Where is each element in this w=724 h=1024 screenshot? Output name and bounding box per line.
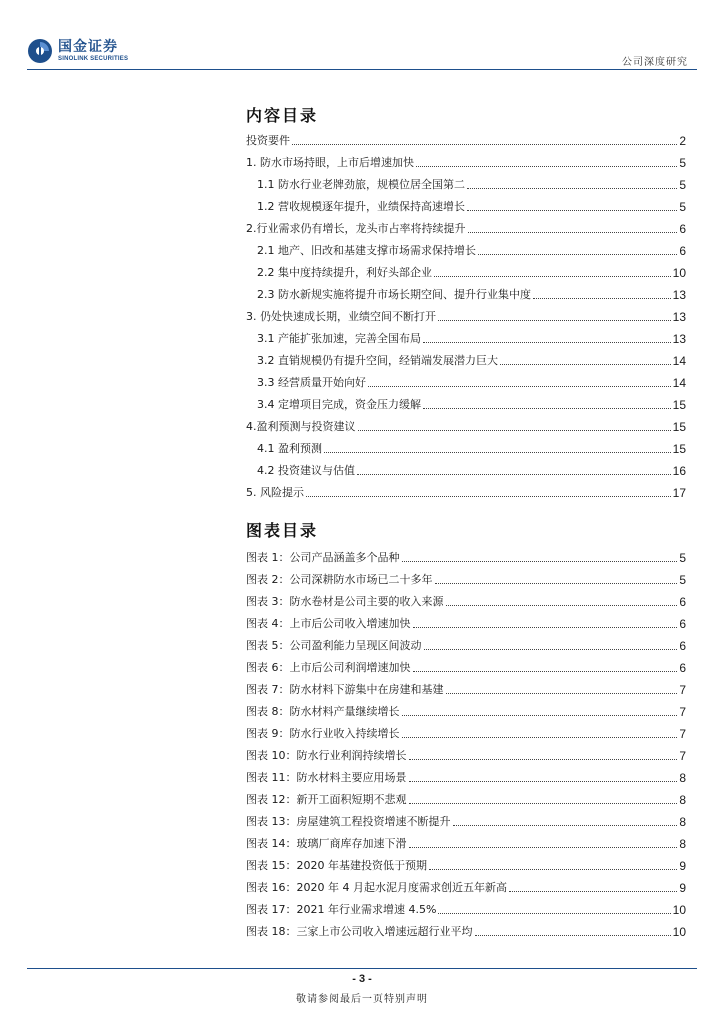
figure-item[interactable] xyxy=(246,917,686,939)
toc-leader xyxy=(306,495,671,497)
figure-item[interactable] xyxy=(246,807,686,829)
toc-leader xyxy=(475,934,671,936)
disclaimer-note: 敬请参阅最后一页特别声明 xyxy=(296,994,428,1005)
toc-subitem[interactable] xyxy=(246,390,686,412)
toc-item-page: 13 xyxy=(672,288,686,302)
figure-item-page: 6 xyxy=(679,617,686,631)
toc-leader xyxy=(413,670,678,672)
toc-leader xyxy=(292,143,677,145)
figure-item-label: 图表 12：新开工面积短期不悲观 xyxy=(246,793,407,806)
figure-item[interactable] xyxy=(246,829,686,851)
figure-item[interactable] xyxy=(246,741,686,763)
figure-item-label: 图表 3：防水卷材是公司主要的收入来源 xyxy=(246,595,444,608)
toc-subitem[interactable] xyxy=(246,258,686,280)
figure-item[interactable] xyxy=(246,851,686,873)
figure-item[interactable] xyxy=(246,609,686,631)
figure-item[interactable] xyxy=(246,697,686,719)
toc-item-label: 2.2 集中度持续提升，利好头部企业 xyxy=(257,266,432,279)
toc-item[interactable] xyxy=(246,478,686,500)
logo-english-name: SINOLINK SECURITIES xyxy=(58,56,129,62)
figure-item-page: 7 xyxy=(679,683,686,697)
figure-item-label: 图表 4：上市后公司收入增速加快 xyxy=(246,617,411,630)
toc-leader xyxy=(429,868,677,870)
toc-leader xyxy=(453,824,678,826)
toc-item-label: 1. 防水市场持眼，上市后增速加快 xyxy=(246,156,414,169)
toc-leader xyxy=(423,341,671,343)
toc-item-label: 投资要件 xyxy=(246,134,290,147)
toc-item-label: 2.1 地产、旧改和基建支撑市场需求保持增长 xyxy=(257,244,476,257)
figure-item[interactable] xyxy=(246,587,686,609)
toc-item-page: 5 xyxy=(679,156,686,170)
header-divider xyxy=(27,69,697,70)
figure-item[interactable] xyxy=(246,785,686,807)
toc-subitem[interactable] xyxy=(246,346,686,368)
toc-item-page: 14 xyxy=(672,376,686,390)
toc-item-page: 15 xyxy=(672,420,686,434)
toc-leader xyxy=(357,473,671,475)
toc-item-page: 13 xyxy=(672,310,686,324)
toc-item-page: 6 xyxy=(679,244,686,258)
logo-text xyxy=(58,39,128,63)
toc-leader xyxy=(500,363,671,365)
figure-item-page: 7 xyxy=(679,705,686,719)
toc-leader xyxy=(416,165,677,167)
toc-leader xyxy=(423,407,671,409)
toc-leader xyxy=(438,319,671,321)
figure-item-page: 6 xyxy=(679,639,686,653)
figure-item[interactable] xyxy=(246,631,686,653)
figure-item-page: 7 xyxy=(679,749,686,763)
toc-leader xyxy=(402,714,678,716)
figures-title: 图表目录 xyxy=(246,521,319,540)
toc-leader xyxy=(324,451,671,453)
toc-subitem[interactable] xyxy=(246,280,686,302)
toc-leader xyxy=(478,253,677,255)
figure-item-page: 5 xyxy=(679,573,686,587)
toc-leader xyxy=(509,890,677,892)
toc-item-label: 3.1 产能扩张加速，完善全国布局 xyxy=(257,332,421,345)
toc-item-label: 4.1 盈利预测 xyxy=(257,442,322,455)
figure-item[interactable] xyxy=(246,895,686,917)
figure-item-label: 图表 2：公司深耕防水市场已二十多年 xyxy=(246,573,433,586)
toc-leader xyxy=(402,560,678,562)
figure-item-label: 图表 11：防水材料主要应用场景 xyxy=(246,771,407,784)
figure-item-page: 10 xyxy=(672,903,686,917)
toc-leader xyxy=(409,846,678,848)
figure-item[interactable] xyxy=(246,653,686,675)
toc-leader xyxy=(413,626,678,628)
toc-leader xyxy=(446,604,678,606)
toc-item-label: 1.2 营收规模逐年提升，业绩保持高速增长 xyxy=(257,200,465,213)
figure-item-page: 9 xyxy=(679,859,686,873)
toc-leader xyxy=(533,297,671,299)
toc-item-label: 3.3 经营质量开始向好 xyxy=(257,376,366,389)
page-number: - 3 - xyxy=(352,973,372,985)
toc-item-label: 4.盈利预测与投资建议 xyxy=(246,420,356,433)
sinolink-logo-icon xyxy=(27,38,53,64)
contents-title: 内容目录 xyxy=(246,106,319,125)
toc-item-label: 3.2 直销规模仍有提升空间，经销端发展潜力巨大 xyxy=(257,354,498,367)
toc-item[interactable] xyxy=(246,126,686,148)
toc-item-page: 13 xyxy=(672,332,686,346)
figure-item-label: 图表 18：三家上市公司收入增速远超行业平均 xyxy=(246,925,473,938)
toc-subitem[interactable] xyxy=(246,368,686,390)
toc-leader xyxy=(467,209,677,211)
toc-item[interactable] xyxy=(246,148,686,170)
toc-item-label: 3. 仍处快速成长期，业绩空间不断打开 xyxy=(246,310,436,323)
figure-item-label: 图表 16：2020 年 4 月起水泥月度需求创近五年新高 xyxy=(246,881,507,894)
toc-leader xyxy=(424,648,678,650)
toc-item-page: 2 xyxy=(679,134,686,148)
toc-item-label: 3.4 定增项目完成，资金压力缓解 xyxy=(257,398,421,411)
toc-leader xyxy=(409,780,678,782)
figure-item-page: 6 xyxy=(679,595,686,609)
figure-item-page: 8 xyxy=(679,815,686,829)
toc-subitem[interactable] xyxy=(246,434,686,456)
figure-item-label: 图表 14：玻璃厂商库存加速下滑 xyxy=(246,837,407,850)
toc-leader xyxy=(368,385,671,387)
figure-item[interactable] xyxy=(246,719,686,741)
toc-leader xyxy=(438,912,670,914)
footer-divider xyxy=(27,968,697,969)
toc-item-label: 1.1 防水行业老牌劲旅，规模位居全国第二 xyxy=(257,178,465,191)
figure-item-label: 图表 8：防水材料产量继续增长 xyxy=(246,705,400,718)
figure-item-label: 图表 1：公司产品涵盖多个品种 xyxy=(246,551,400,564)
toc-item-page: 15 xyxy=(672,398,686,412)
figure-item-label: 图表 13：房屋建筑工程投资增速不断提升 xyxy=(246,815,451,828)
company-logo xyxy=(27,38,128,64)
toc-item-page: 14 xyxy=(672,354,686,368)
logo-chinese-name: 国金证券 xyxy=(58,39,118,55)
toc-item-page: 10 xyxy=(672,266,686,280)
figure-item[interactable] xyxy=(246,763,686,785)
figure-item-page: 7 xyxy=(679,727,686,741)
toc-leader xyxy=(435,582,678,584)
toc-item-page: 5 xyxy=(679,178,686,192)
figure-item-page: 8 xyxy=(679,793,686,807)
toc-item[interactable] xyxy=(246,412,686,434)
toc-leader xyxy=(467,187,677,189)
toc-item[interactable] xyxy=(246,214,686,236)
figure-item-page: 8 xyxy=(679,837,686,851)
toc-subitem[interactable] xyxy=(246,170,686,192)
toc-subitem[interactable] xyxy=(246,192,686,214)
toc-leader xyxy=(358,429,671,431)
figure-item-page: 5 xyxy=(679,551,686,565)
toc-subitem[interactable] xyxy=(246,456,686,478)
toc-item-label: 4.2 投资建议与估值 xyxy=(257,464,355,477)
toc-item-page: 6 xyxy=(679,222,686,236)
toc-item-label: 5. 风险提示 xyxy=(246,486,304,499)
toc-leader xyxy=(402,736,678,738)
figure-item-label: 图表 5：公司盈利能力呈现区间波动 xyxy=(246,639,422,652)
figure-item-label: 图表 17：2021 年行业需求增速 4.5% xyxy=(246,903,437,916)
toc-leader xyxy=(434,275,671,277)
figure-item-page: 9 xyxy=(679,881,686,895)
toc-item-page: 15 xyxy=(672,442,686,456)
page-header xyxy=(0,0,724,75)
figure-item-label: 图表 10：防水行业利润持续增长 xyxy=(246,749,407,762)
figure-item-page: 6 xyxy=(679,661,686,675)
toc-leader xyxy=(468,231,678,233)
toc-leader xyxy=(409,802,678,804)
toc-item[interactable] xyxy=(246,302,686,324)
toc-subitem[interactable] xyxy=(246,236,686,258)
figure-item-label: 图表 9：防水行业收入持续增长 xyxy=(246,727,400,740)
figure-item-label: 图表 15：2020 年基建投资低于预期 xyxy=(246,859,427,872)
toc-leader xyxy=(409,758,678,760)
figure-item-page: 10 xyxy=(672,925,686,939)
toc-item-page: 17 xyxy=(672,486,686,500)
figure-item-label: 图表 6：上市后公司利润增速加快 xyxy=(246,661,411,674)
report-type: 公司深度研究 xyxy=(622,57,688,68)
figure-item[interactable] xyxy=(246,565,686,587)
toc-subitem[interactable] xyxy=(246,324,686,346)
toc-item-page: 16 xyxy=(672,464,686,478)
figure-item[interactable] xyxy=(246,675,686,697)
toc-item-label: 2.3 防水新规实施将提升市场长期空间、提升行业集中度 xyxy=(257,288,531,301)
figure-item[interactable] xyxy=(246,543,686,565)
toc-item-page: 5 xyxy=(679,200,686,214)
toc-item-label: 2.行业需求仍有增长，龙头市占率将持续提升 xyxy=(246,222,466,235)
figure-item[interactable] xyxy=(246,873,686,895)
figure-item-label: 图表 7：防水材料下游集中在房建和基建 xyxy=(246,683,444,696)
figure-item-page: 8 xyxy=(679,771,686,785)
toc-leader xyxy=(446,692,678,694)
